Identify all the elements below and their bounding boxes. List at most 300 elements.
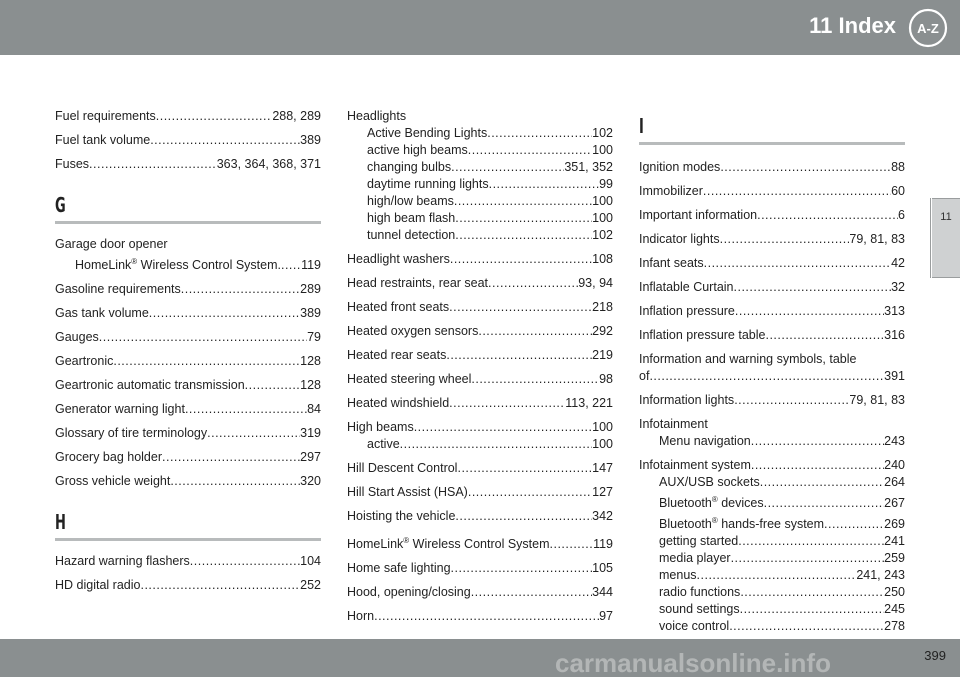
- entry-term: [347, 484, 468, 501]
- infotainment-system-sub-entries: [639, 474, 905, 635]
- term-text: Indicator lights: [639, 232, 720, 246]
- dot-leader: [729, 618, 884, 635]
- term-text: HomeLink: [347, 537, 404, 552]
- entry-pages: 363, 364, 368, 371: [216, 157, 321, 171]
- dot-leader: [190, 553, 300, 570]
- term-text: Home safe lighting: [347, 561, 451, 576]
- entry-term: [347, 371, 471, 388]
- sub-entry: [639, 512, 905, 533]
- term-text: radio functions: [659, 585, 741, 600]
- dot-leader: [760, 474, 884, 491]
- entry-term: [367, 125, 487, 142]
- entry-term: [367, 227, 455, 244]
- dot-leader: [488, 275, 578, 292]
- entry-term: Headlights: [347, 109, 407, 123]
- entry-term: [347, 275, 488, 292]
- h-entries-list-a: [347, 251, 613, 412]
- entry-pages: 389: [300, 306, 321, 321]
- dot-leader: [720, 231, 850, 248]
- entry-row: [55, 577, 321, 594]
- term-text: Important information: [639, 208, 758, 222]
- term-text: hands-free system: [717, 517, 825, 532]
- entry-pages: 32: [891, 280, 905, 294]
- term-text: Heated rear seats: [347, 348, 447, 362]
- entry-row: [55, 305, 321, 322]
- letter-heading-g: [55, 193, 321, 224]
- index-entry: [639, 231, 905, 248]
- index-entry: [347, 395, 613, 412]
- term-text: tunnel detection: [367, 228, 456, 242]
- dot-leader: [757, 207, 898, 224]
- term-text: Hill Start Assist (HSA): [347, 485, 468, 499]
- term-text: Inflatable Curtain: [639, 280, 734, 294]
- dot-leader: [162, 449, 300, 466]
- index-entry-homelink: [347, 532, 613, 553]
- entry-term: Garage door opener: [55, 237, 168, 251]
- sub-entry: [639, 618, 905, 635]
- entry-pages: 102: [592, 228, 613, 242]
- term-text: Fuel tank volume: [55, 133, 151, 147]
- letter-divider: [55, 221, 321, 224]
- entry-pages: 320: [300, 474, 321, 489]
- term-text: Heated steering wheel: [347, 372, 472, 386]
- entry-row: [347, 347, 613, 364]
- index-entry: [55, 132, 321, 149]
- entry-term: [347, 251, 450, 268]
- dot-leader: [449, 395, 565, 412]
- entry-term: [639, 183, 703, 200]
- sub-entry: [55, 253, 321, 274]
- entry-term: [659, 601, 740, 618]
- entry-term: [367, 210, 455, 227]
- index-entry: [347, 560, 613, 577]
- entry-row: [55, 156, 321, 173]
- term-text: Hazard warning flashers: [55, 554, 190, 569]
- entry-term: Menu navigation: [659, 434, 751, 448]
- entry-row: [639, 368, 905, 385]
- index-entry: [55, 449, 321, 466]
- entry-term: Infotainment system: [639, 458, 751, 472]
- dot-leader: [150, 132, 300, 149]
- index-entry: [55, 473, 321, 490]
- entry-pages: 79: [307, 330, 321, 345]
- term-text: Immobilizer: [639, 184, 703, 198]
- entry-term: [75, 253, 281, 274]
- entry-row: [347, 323, 613, 340]
- index-entry: [347, 508, 613, 525]
- entry-row: [55, 425, 321, 442]
- entry-term: [55, 156, 89, 173]
- dot-leader: [751, 433, 884, 450]
- dot-leader: [113, 353, 300, 370]
- watermark: carmanualsonline.info: [555, 648, 831, 677]
- entry-term: [367, 142, 468, 159]
- dot-leader: [704, 255, 891, 272]
- entry-pages: 389: [300, 133, 321, 147]
- entry-pages: 128: [300, 354, 321, 369]
- entry-row: [55, 281, 321, 298]
- entry-row: [347, 460, 613, 477]
- entry-term: Infotainment: [639, 417, 708, 431]
- dot-leader: [374, 608, 599, 625]
- dot-leader: [89, 156, 217, 173]
- index-entry-infotainment: [639, 416, 905, 450]
- entry-pages: 269: [884, 517, 905, 532]
- letter-i: I: [639, 114, 644, 138]
- index-column-1: [55, 108, 321, 601]
- term-text: Inflation pressure table: [639, 328, 766, 342]
- dot-leader: [450, 251, 592, 268]
- entry-row: [347, 532, 613, 553]
- dot-leader: [449, 299, 592, 316]
- index-entry: [639, 303, 905, 320]
- entry-row: [347, 560, 613, 577]
- dot-leader: [181, 281, 300, 298]
- index-entry: [55, 425, 321, 442]
- sub-entry: [639, 474, 905, 491]
- entry-pages: 342: [592, 509, 613, 523]
- entry-row: [639, 303, 905, 320]
- term-text: Heated oxygen sensors: [347, 324, 479, 338]
- term-text: Ignition modes: [639, 160, 721, 174]
- entry-term: [55, 401, 185, 418]
- term-text: changing bulbs: [367, 160, 452, 174]
- dot-leader: [697, 567, 857, 584]
- dot-leader: [446, 347, 592, 364]
- entry-term: [347, 508, 455, 525]
- term-text: Heated front seats: [347, 300, 450, 314]
- sub-entry: [639, 550, 905, 567]
- page-number: 399: [924, 648, 946, 663]
- entry-row: [55, 449, 321, 466]
- entry-term: [55, 449, 162, 466]
- index-entry: [55, 329, 321, 346]
- sub-entry: [347, 227, 613, 244]
- entry-pages: 100: [592, 420, 613, 434]
- entry-pages: 278: [884, 619, 905, 634]
- index-entry: [55, 577, 321, 594]
- entry-term: [347, 323, 478, 340]
- index-entry: [347, 460, 613, 477]
- dot-leader: [649, 368, 884, 385]
- term-text: HomeLink: [75, 258, 132, 273]
- entry-term: [347, 299, 449, 316]
- term-text: Geartronic automatic transmission: [55, 378, 245, 393]
- entry-pages: 6: [898, 208, 905, 222]
- entry-term: [55, 473, 170, 490]
- sub-entry: [347, 142, 613, 159]
- dot-leader: [207, 425, 300, 442]
- index-entry-garage-door-opener: [55, 236, 321, 274]
- entry-term-continued: of: [639, 369, 650, 383]
- dot-leader: [703, 183, 891, 200]
- entry-term: [55, 425, 207, 442]
- index-entry: [639, 327, 905, 344]
- entry-term: [639, 303, 735, 320]
- entry-row: [55, 377, 321, 394]
- dot-leader: [471, 371, 599, 388]
- entry-row: [347, 584, 613, 601]
- h-entries-list: [55, 553, 321, 594]
- index-entry: [55, 156, 321, 173]
- term-text: Glossary of tire terminology: [55, 426, 208, 441]
- entry-row: [347, 275, 613, 292]
- entry-term: [367, 159, 451, 176]
- dot-leader: [738, 533, 884, 550]
- page-title: 11 Index: [809, 13, 896, 38]
- dot-leader: [455, 508, 592, 525]
- registered-mark: ®: [711, 495, 718, 504]
- entry-pages: 241, 243: [856, 568, 905, 583]
- h-entries-list-b: [347, 460, 613, 525]
- dot-leader: [734, 392, 849, 409]
- entry-pages: 288, 289: [272, 109, 321, 123]
- term-text: devices: [717, 496, 764, 511]
- term-text: Wireless Control System.: [137, 258, 281, 273]
- entry-term: [55, 329, 99, 346]
- entry-pages: 119: [301, 258, 321, 273]
- entry-term: [659, 584, 740, 601]
- letter-divider: [639, 142, 905, 145]
- entry-pages: 241: [884, 534, 905, 549]
- entry-pages: 108: [592, 252, 613, 266]
- entry-pages: 97: [599, 609, 613, 624]
- dot-leader: [156, 108, 273, 125]
- dot-leader: [99, 329, 307, 346]
- letter-heading-h: [55, 510, 321, 541]
- sub-entry: [347, 125, 613, 142]
- entry-pages: 316: [884, 328, 905, 342]
- entry-term: [659, 550, 731, 567]
- index-entry: [55, 377, 321, 394]
- entry-pages: 218: [592, 300, 613, 314]
- entry-pages: 98: [599, 372, 613, 386]
- entry-term: [367, 176, 489, 193]
- dot-leader: [720, 159, 891, 176]
- registered-mark: ®: [131, 257, 138, 266]
- entry-term: [347, 460, 457, 477]
- entry-term: [55, 108, 156, 125]
- dot-leader: [170, 473, 300, 490]
- entry-row: [639, 207, 905, 224]
- entry-pages: 60: [891, 184, 905, 198]
- entry-pages: 105: [592, 561, 613, 576]
- entry-pages: 100: [592, 211, 613, 225]
- index-entry: [639, 279, 905, 296]
- entry-term: [347, 347, 446, 364]
- entry-pages: 344: [592, 585, 613, 600]
- dot-leader: [451, 560, 593, 577]
- dot-leader: [478, 323, 592, 340]
- entry-pages: 147: [592, 461, 613, 475]
- term-text: Gauges: [55, 330, 99, 345]
- h-entries-list-c: [347, 560, 613, 625]
- entry-pages: 259: [884, 551, 905, 566]
- entry-row: [639, 183, 905, 200]
- entry-row: [639, 392, 905, 409]
- entry-term: [659, 491, 764, 512]
- entry-pages: 250: [884, 585, 905, 600]
- entry-term: [347, 560, 451, 577]
- index-entry-information-lights: [639, 392, 905, 409]
- dot-leader: [400, 436, 592, 453]
- entry-pages: 245: [884, 602, 905, 617]
- dot-leader: [765, 327, 884, 344]
- entry-pages: 127: [592, 485, 613, 499]
- term-text: Wireless Control System: [409, 537, 550, 552]
- letter-g: G: [55, 193, 66, 217]
- index-entry: [55, 305, 321, 322]
- entry-term: [659, 533, 738, 550]
- entry-row: [639, 327, 905, 344]
- dot-leader: [489, 176, 599, 193]
- entry-term: [659, 618, 729, 635]
- entry-pages: 119: [593, 537, 613, 552]
- entry-row: [55, 553, 321, 570]
- sub-entry: [347, 436, 613, 453]
- index-entry-headlights: [347, 108, 613, 244]
- sub-entry: [347, 159, 613, 176]
- i-entries-list-a: [639, 159, 905, 344]
- dot-leader: [455, 210, 592, 227]
- entry-row: [55, 329, 321, 346]
- g-entries-list: [55, 281, 321, 490]
- entry-row: [639, 255, 905, 272]
- chapter-tab[interactable]: [932, 198, 960, 278]
- letter-h: H: [55, 510, 66, 535]
- entry-row: [347, 395, 613, 412]
- a-z-icon-text: A-Z: [917, 21, 939, 36]
- entry-row: [55, 353, 321, 370]
- sub-entry: [639, 567, 905, 584]
- dot-leader: [454, 193, 592, 210]
- entry-row: [347, 508, 613, 525]
- entry-pages: 292: [592, 324, 613, 338]
- term-text: Hood, opening/closing: [347, 585, 471, 600]
- entry-term: active: [367, 437, 400, 451]
- dot-leader: [764, 495, 885, 512]
- entry-pages: 128: [300, 378, 321, 393]
- term-text: Hill Descent Control: [347, 461, 458, 475]
- dot-leader: [471, 584, 592, 601]
- entry-term: [639, 255, 704, 272]
- term-text: Hoisting the vehicle: [347, 509, 456, 523]
- entry-pages: 102: [592, 126, 613, 140]
- term-text: Head restraints, rear seat: [347, 276, 489, 290]
- entry-pages: 84: [307, 402, 321, 417]
- index-entry: [347, 251, 613, 268]
- entry-pages: 252: [300, 578, 321, 593]
- dot-leader: [457, 460, 592, 477]
- index-entry: [55, 353, 321, 370]
- sub-entry: [639, 601, 905, 618]
- term-text: Active Bending Lights: [367, 126, 488, 140]
- dot-leader: [550, 536, 594, 553]
- term-text: Generator warning light: [55, 402, 185, 417]
- entry-pages: 100: [592, 437, 613, 451]
- entry-term: High beams: [347, 420, 414, 434]
- term-text: media player: [659, 551, 731, 566]
- entry-pages: 79, 81, 83: [849, 393, 905, 407]
- chapter-tab-label: 11: [940, 211, 952, 223]
- term-text: Inflation pressure: [639, 304, 735, 318]
- term-text: AUX/USB sockets: [659, 475, 760, 489]
- index-entry: [347, 484, 613, 501]
- index-entry: [55, 108, 321, 125]
- index-entry: [347, 323, 613, 340]
- dot-leader: [140, 577, 300, 594]
- entry-row: [347, 484, 613, 501]
- entry-pages: 219: [592, 348, 613, 362]
- index-entry: [347, 371, 613, 388]
- term-text: Grocery bag holder: [55, 450, 163, 465]
- side-tab-divider: [930, 198, 931, 278]
- entry-pages: 104: [300, 554, 321, 569]
- term-text: sound settings: [659, 602, 740, 617]
- entry-row: [639, 231, 905, 248]
- term-text: menus: [659, 568, 697, 583]
- entry-term: [55, 132, 150, 149]
- a-z-index-icon: [908, 8, 948, 48]
- term-text: HD digital radio: [55, 578, 141, 593]
- index-entry: [347, 275, 613, 292]
- term-text: Gross vehicle weight: [55, 474, 171, 489]
- term-text: high/low beams: [367, 194, 454, 208]
- index-column-3: [639, 108, 905, 642]
- entry-pages: 264: [884, 475, 905, 489]
- entry-term: [639, 207, 757, 224]
- entry-term: [659, 567, 697, 584]
- entry-term: [639, 159, 720, 176]
- sub-entry: [639, 491, 905, 512]
- index-entry: [55, 553, 321, 570]
- term-text: Gas tank volume: [55, 306, 149, 321]
- index-entry-high-beams: [347, 419, 613, 453]
- entry-term: Information lights: [639, 393, 735, 407]
- dot-leader: [451, 159, 564, 176]
- entry-pages: 100: [592, 194, 613, 208]
- entry-term: [55, 577, 140, 594]
- dot-leader: [414, 419, 592, 436]
- page-header: [0, 0, 960, 55]
- index-entry: [639, 255, 905, 272]
- entry-term: [347, 532, 550, 553]
- entry-row: [55, 132, 321, 149]
- entry-pages: 99: [599, 177, 613, 191]
- entry-row: [347, 419, 613, 436]
- index-entry: [347, 584, 613, 601]
- index-entry: [639, 183, 905, 200]
- registered-mark: ®: [711, 516, 718, 526]
- term-text: daytime running lights: [367, 177, 489, 191]
- index-entry: [639, 207, 905, 224]
- term-text: Horn: [347, 609, 375, 624]
- term-text: Heated windshield: [347, 396, 450, 410]
- dot-leader: [824, 516, 884, 533]
- dot-leader: [149, 305, 300, 322]
- entry-row: [639, 159, 905, 176]
- index-entry-information-warning-symbols: [639, 351, 905, 385]
- entry-term: [639, 231, 720, 248]
- entry-term: [659, 512, 824, 533]
- dot-leader: [468, 142, 592, 159]
- index-entry: [347, 299, 613, 316]
- index-entry: [639, 159, 905, 176]
- entry-row: [347, 299, 613, 316]
- dot-leader: [185, 401, 307, 418]
- dot-leader: [487, 125, 592, 142]
- dot-leader: [455, 227, 592, 244]
